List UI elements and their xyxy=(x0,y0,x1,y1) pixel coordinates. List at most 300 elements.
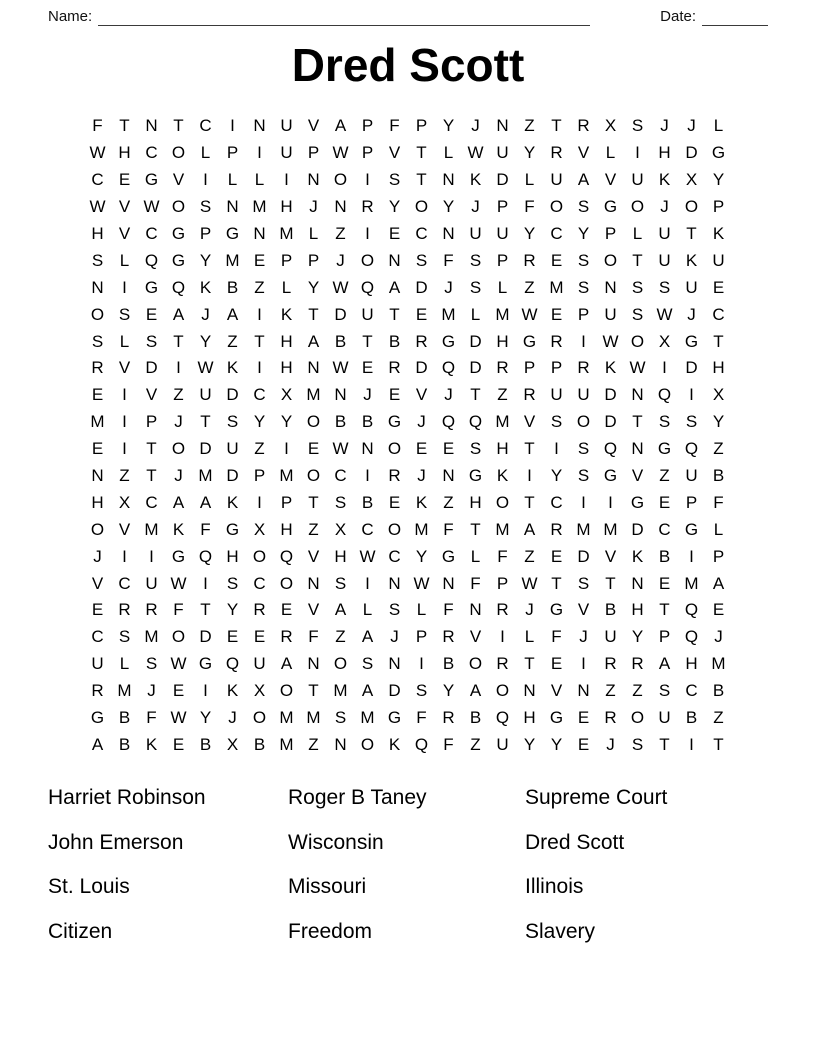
word-item: Freedom xyxy=(288,919,373,943)
grid-cell: S xyxy=(685,412,698,432)
grid-cell: R xyxy=(388,466,401,486)
grid-cell: U xyxy=(604,627,617,647)
grid-cell: L xyxy=(497,277,508,297)
grid-cell: R xyxy=(523,250,536,270)
grid-cell: O xyxy=(576,412,591,432)
grid-cell: J xyxy=(201,304,210,324)
grid-cell: H xyxy=(469,492,482,512)
grid-cell: T xyxy=(362,331,373,351)
grid-cell: T xyxy=(254,331,265,351)
grid-cell: R xyxy=(91,358,104,378)
grid-cell: G xyxy=(387,412,402,432)
grid-cell: M xyxy=(684,573,699,593)
grid-cell: T xyxy=(470,385,481,405)
grid-cell: V xyxy=(550,681,563,701)
grid-cell: K xyxy=(226,492,239,512)
grid-cell: I xyxy=(662,358,667,378)
grid-cell: K xyxy=(226,681,239,701)
grid-cell: P xyxy=(361,116,374,136)
grid-cell: Q xyxy=(603,439,618,459)
grid-cell: O xyxy=(495,681,510,701)
grid-cell: Y xyxy=(280,412,293,432)
grid-cell: X xyxy=(712,385,725,405)
grid-cell: Y xyxy=(226,600,239,620)
grid-cell: J xyxy=(174,412,183,432)
grid-cell: N xyxy=(145,116,158,136)
grid-cell: J xyxy=(444,385,453,405)
grid-row xyxy=(84,301,732,328)
grid-cell: U xyxy=(550,385,563,405)
grid-cell: K xyxy=(415,492,428,512)
grid-cell: S xyxy=(199,197,212,217)
grid-cell: I xyxy=(365,224,370,243)
grid-cell: L xyxy=(119,654,130,674)
grid-cell: K xyxy=(280,304,293,324)
grid-cell: H xyxy=(280,197,293,217)
grid-cell: J xyxy=(444,277,453,297)
grid-cell: W xyxy=(629,358,646,378)
grid-cell: B xyxy=(199,734,212,754)
grid-cell: M xyxy=(549,277,564,297)
grid-cell: S xyxy=(469,277,482,297)
grid-cell: Q xyxy=(414,734,429,754)
grid-cell: W xyxy=(89,143,106,163)
grid-cell: R xyxy=(550,519,563,539)
grid-cell: R xyxy=(496,654,509,674)
grid-cell: R xyxy=(388,358,401,378)
grid-cell: C xyxy=(658,519,671,539)
grid-cell: C xyxy=(145,143,158,163)
grid-cell: L xyxy=(470,546,481,566)
grid-cell: B xyxy=(685,708,698,728)
grid-cell: N xyxy=(307,654,320,674)
grid-cell: T xyxy=(119,116,130,136)
grid-cell: U xyxy=(280,116,293,136)
grid-cell: F xyxy=(146,708,157,728)
grid-cell: L xyxy=(524,170,535,190)
grid-cell: K xyxy=(469,170,482,190)
grid-cell: A xyxy=(712,573,725,593)
grid-cell: W xyxy=(332,358,349,378)
grid-cell: U xyxy=(712,250,725,270)
grid-cell: I xyxy=(365,573,370,593)
grid-cell: I xyxy=(122,546,127,566)
grid-cell: H xyxy=(523,708,536,728)
grid-cell: H xyxy=(280,519,293,539)
grid-cell: S xyxy=(631,734,644,754)
grid-cell: S xyxy=(550,412,563,432)
grid-cell: V xyxy=(307,546,320,566)
grid-row xyxy=(84,113,732,140)
grid-cell: S xyxy=(577,277,590,297)
grid-cell: L xyxy=(119,250,130,270)
grid-cell: A xyxy=(577,170,590,190)
grid-cell: E xyxy=(658,573,671,593)
grid-cell: J xyxy=(714,627,723,647)
grid-cell: S xyxy=(145,331,158,351)
grid-cell: N xyxy=(91,466,104,486)
grid-cell: Z xyxy=(524,546,535,566)
grid-cell: B xyxy=(334,412,347,432)
grid-cell: S xyxy=(91,250,104,270)
grid-cell: I xyxy=(284,439,289,459)
grid-cell: S xyxy=(577,439,590,459)
grid-cell: M xyxy=(414,519,429,539)
word-column xyxy=(525,783,765,961)
grid-cell: K xyxy=(145,734,158,754)
grid-cell: O xyxy=(306,412,321,432)
grid-cell: M xyxy=(279,466,294,486)
grid-cell: I xyxy=(149,546,154,566)
grid-cell: T xyxy=(686,224,697,243)
grid-cell: I xyxy=(500,627,505,647)
grid-cell: E xyxy=(118,170,131,190)
grid-cell: M xyxy=(711,654,726,674)
grid-cell: V xyxy=(118,197,131,217)
grid-cell: O xyxy=(171,439,186,459)
grid-cell: Z xyxy=(632,681,643,701)
grid-cell: V xyxy=(388,143,401,163)
grid-cell: C xyxy=(712,304,725,324)
grid-cell: U xyxy=(280,143,293,163)
grid-cell: L xyxy=(119,331,130,351)
grid-cell: S xyxy=(577,573,590,593)
grid-cell: U xyxy=(199,385,212,405)
grid-cell: Y xyxy=(199,250,212,270)
grid-cell: B xyxy=(361,412,374,432)
word-item: Illinois xyxy=(525,875,584,899)
grid-cell: I xyxy=(257,358,262,378)
grid-cell: U xyxy=(469,224,482,243)
grid-cell: A xyxy=(172,304,185,324)
grid-cell: X xyxy=(280,385,293,405)
grid-cell: U xyxy=(631,170,644,190)
grid-cell: T xyxy=(524,492,535,512)
date-blank-line xyxy=(702,10,768,26)
grid-cell: M xyxy=(576,519,591,539)
grid-cell: N xyxy=(469,600,482,620)
grid-cell: G xyxy=(603,466,618,486)
grid-cell: P xyxy=(658,627,671,647)
grid-cell: W xyxy=(359,546,376,566)
grid-cell: O xyxy=(549,197,564,217)
word-column xyxy=(48,783,288,961)
grid-cell: K xyxy=(631,546,644,566)
grid-cell: S xyxy=(658,412,671,432)
grid-cell: Q xyxy=(684,627,699,647)
grid-cell: H xyxy=(496,439,509,459)
grid-cell: S xyxy=(577,197,590,217)
grid-cell: P xyxy=(550,358,563,378)
grid-cell: P xyxy=(712,197,725,217)
grid-cell: I xyxy=(527,466,532,486)
grid-cell: O xyxy=(90,304,105,324)
grid-cell: C xyxy=(685,681,698,701)
grid-cell: S xyxy=(631,116,644,136)
grid-cell: T xyxy=(551,573,562,593)
grid-cell: S xyxy=(226,412,239,432)
grid-cell: H xyxy=(280,331,293,351)
grid-cell: O xyxy=(414,197,429,217)
grid-cell: S xyxy=(334,492,347,512)
grid-cell: N xyxy=(388,654,401,674)
grid-cell: O xyxy=(306,466,321,486)
grid-cell: Y xyxy=(415,546,428,566)
grid-cell: U xyxy=(496,224,509,243)
grid-cell: D xyxy=(685,143,698,163)
grid-cell: W xyxy=(602,331,619,351)
grid-cell: V xyxy=(145,385,158,405)
grid-cell: Z xyxy=(443,492,454,512)
grid-cell: P xyxy=(145,412,158,432)
grid-cell: I xyxy=(257,143,262,163)
grid-cell: N xyxy=(253,116,266,136)
grid-cell: E xyxy=(388,224,401,243)
grid-cell: E xyxy=(550,250,563,270)
grid-cell: R xyxy=(523,385,536,405)
name-blank-line xyxy=(98,10,590,26)
grid-cell: V xyxy=(577,143,590,163)
grid-cell: B xyxy=(226,277,239,297)
word-item: St. Louis xyxy=(48,875,130,899)
grid-cell: T xyxy=(200,412,211,432)
grid-cell: Q xyxy=(225,654,240,674)
grid-cell: C xyxy=(145,224,158,243)
grid-row xyxy=(84,463,732,490)
grid-cell: L xyxy=(605,143,616,163)
grid-cell: V xyxy=(604,170,617,190)
grid-cell: Y xyxy=(550,734,563,754)
grid-cell: U xyxy=(685,466,698,486)
grid-row xyxy=(84,355,732,382)
grid-cell: L xyxy=(713,519,724,539)
grid-cell: Z xyxy=(254,277,265,297)
grid-cell: X xyxy=(253,681,266,701)
grid-cell: N xyxy=(307,358,320,378)
grid-cell: E xyxy=(577,734,590,754)
grid-cell: V xyxy=(415,385,428,405)
grid-cell: O xyxy=(252,708,267,728)
grid-cell: Z xyxy=(173,385,184,405)
grid-cell: I xyxy=(608,492,613,512)
grid-cell: X xyxy=(685,170,698,190)
grid-cell: S xyxy=(226,573,239,593)
grid-cell: B xyxy=(334,331,347,351)
grid-cell: Y xyxy=(199,708,212,728)
grid-cell: E xyxy=(577,708,590,728)
grid-cell: W xyxy=(332,277,349,297)
grid-cell: D xyxy=(577,546,590,566)
grid-cell: F xyxy=(443,734,454,754)
grid-cell: A xyxy=(334,600,347,620)
grid-cell: X xyxy=(226,734,239,754)
grid-cell: S xyxy=(361,654,374,674)
grid-cell: U xyxy=(91,654,104,674)
grid-cell: H xyxy=(658,143,671,163)
grid-cell: M xyxy=(252,197,267,217)
grid-cell: B xyxy=(712,681,725,701)
grid-cell: V xyxy=(577,600,590,620)
grid-row xyxy=(84,167,732,194)
grid-cell: X xyxy=(604,116,617,136)
date-label: Date: xyxy=(660,8,696,25)
grid-cell: R xyxy=(577,358,590,378)
grid-cell: T xyxy=(551,116,562,136)
grid-cell: I xyxy=(122,439,127,459)
grid-cell: W xyxy=(170,654,187,674)
word-list xyxy=(48,783,816,961)
grid-cell: G xyxy=(549,708,564,728)
grid-cell: C xyxy=(415,224,428,243)
grid-cell: H xyxy=(334,546,347,566)
grid-cell: E xyxy=(442,439,455,459)
grid-cell: A xyxy=(199,492,212,512)
grid-cell: P xyxy=(253,466,266,486)
grid-cell: D xyxy=(415,277,428,297)
grid-cell: Y xyxy=(442,681,455,701)
grid-cell: S xyxy=(91,331,104,351)
grid-cell: U xyxy=(658,224,671,243)
grid-cell: W xyxy=(332,143,349,163)
grid-cell: I xyxy=(365,170,370,190)
grid-cell: S xyxy=(658,277,671,297)
grid-row xyxy=(84,624,732,651)
grid-cell: O xyxy=(630,331,645,351)
grid-cell: O xyxy=(360,734,375,754)
grid-cell: R xyxy=(442,627,455,647)
grid-cell: U xyxy=(253,654,266,674)
grid-cell: W xyxy=(170,708,187,728)
grid-cell: N xyxy=(307,573,320,593)
grid-cell: C xyxy=(388,546,401,566)
grid-cell: D xyxy=(685,358,698,378)
puzzle-grid xyxy=(84,113,732,758)
grid-cell: B xyxy=(712,466,725,486)
grid-cell: Z xyxy=(335,627,346,647)
grid-cell: M xyxy=(279,224,294,243)
grid-cell: V xyxy=(604,546,617,566)
grid-cell: D xyxy=(334,304,347,324)
grid-cell: J xyxy=(525,600,534,620)
grid-cell: O xyxy=(90,519,105,539)
grid-cell: O xyxy=(387,439,402,459)
grid-cell: U xyxy=(361,304,374,324)
word-item: Roger B Taney xyxy=(288,786,427,810)
grid-cell: I xyxy=(122,385,127,405)
grid-cell: N xyxy=(334,197,347,217)
grid-cell: Z xyxy=(497,385,508,405)
grid-cell: B xyxy=(253,734,266,754)
grid-cell: Q xyxy=(684,600,699,620)
grid-cell: B xyxy=(118,708,131,728)
word-item: John Emerson xyxy=(48,830,184,854)
grid-cell: X xyxy=(334,519,347,539)
grid-cell: R xyxy=(280,627,293,647)
grid-cell: E xyxy=(658,492,671,512)
grid-row xyxy=(84,489,732,516)
word-item: Dred Scott xyxy=(525,830,625,854)
grid-cell: G xyxy=(90,708,105,728)
grid-row xyxy=(84,194,732,221)
grid-cell: D xyxy=(631,519,644,539)
grid-cell: I xyxy=(203,573,208,593)
grid-cell: U xyxy=(577,385,590,405)
grid-cell: Z xyxy=(524,116,535,136)
grid-cell: W xyxy=(89,197,106,217)
grid-row xyxy=(84,140,732,167)
grid-cell: M xyxy=(333,681,348,701)
grid-cell: R xyxy=(496,600,509,620)
grid-cell: Z xyxy=(524,277,535,297)
grid-cell: Q xyxy=(468,412,483,432)
grid-cell: Q xyxy=(198,546,213,566)
grid-cell: G xyxy=(549,600,564,620)
grid-cell: G xyxy=(198,654,213,674)
grid-cell: M xyxy=(198,466,213,486)
grid-cell: I xyxy=(689,385,694,405)
grid-cell: A xyxy=(334,116,347,136)
grid-cell: Y xyxy=(712,170,725,190)
grid-cell: Z xyxy=(335,224,346,243)
grid-cell: C xyxy=(550,224,563,243)
grid-cell: Z xyxy=(308,519,319,539)
grid-cell: I xyxy=(581,331,586,351)
grid-cell: N xyxy=(442,224,455,243)
grid-cell: L xyxy=(254,170,265,190)
grid-cell: E xyxy=(388,492,401,512)
grid-cell: Z xyxy=(227,331,238,351)
grid-cell: A xyxy=(658,654,671,674)
grid-cell: T xyxy=(524,439,535,459)
grid-cell: Y xyxy=(253,412,266,432)
grid-cell: N xyxy=(523,681,536,701)
grid-cell: M xyxy=(306,385,321,405)
grid-cell: T xyxy=(389,304,400,324)
grid-cell: E xyxy=(91,385,104,405)
grid-cell: H xyxy=(91,492,104,512)
grid-row xyxy=(84,409,732,436)
grid-cell: Y xyxy=(523,224,536,243)
grid-cell: G xyxy=(225,519,240,539)
grid-cell: W xyxy=(332,439,349,459)
grid-cell: S xyxy=(334,708,347,728)
grid-cell: B xyxy=(118,734,131,754)
grid-cell: G xyxy=(441,331,456,351)
grid-cell: D xyxy=(388,681,401,701)
grid-cell: G xyxy=(144,277,159,297)
grid-cell: B xyxy=(604,600,617,620)
grid-cell: R xyxy=(604,654,617,674)
grid-cell: O xyxy=(171,627,186,647)
grid-cell: I xyxy=(689,734,694,754)
grid-cell: M xyxy=(495,412,510,432)
grid-cell: G xyxy=(603,197,618,217)
grid-cell: A xyxy=(388,277,401,297)
grid-cell: P xyxy=(604,224,617,243)
grid-cell: N xyxy=(577,681,590,701)
grid-cell: R xyxy=(145,600,158,620)
grid-cell: M xyxy=(279,734,294,754)
grid-cell: O xyxy=(495,492,510,512)
grid-cell: E xyxy=(226,627,239,647)
grid-cell: E xyxy=(280,600,293,620)
grid-cell: N xyxy=(631,385,644,405)
grid-cell: Y xyxy=(577,224,590,243)
grid-cell: L xyxy=(713,116,724,136)
grid-cell: A xyxy=(469,681,482,701)
grid-cell: T xyxy=(146,439,157,459)
grid-cell: P xyxy=(577,304,590,324)
